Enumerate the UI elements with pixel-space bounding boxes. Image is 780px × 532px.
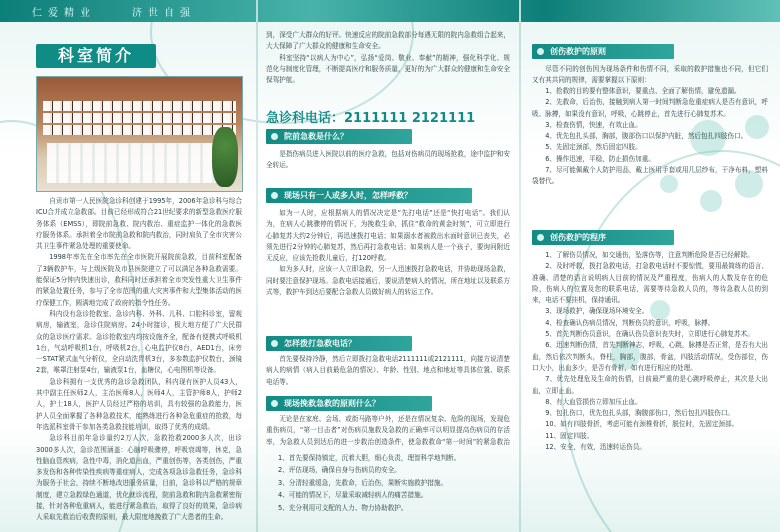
list-item: 5、充分利用可支配的人力、物力协助救护。: [278, 503, 408, 512]
page-title: 科室简介: [36, 44, 156, 68]
intro-text: [36, 196, 242, 530]
list-item: 7、优先处理危及生命的伤情，目前最严重的是心跳呼吸停止，其次是大出血，立即止血。: [532, 375, 768, 395]
section-header: 创伤救护的程序: [532, 230, 674, 245]
section-text: [266, 208, 510, 332]
text-paragraph: 是指伤病员进入医院以前的医疗急救，包括对伤病员的现场抢救，途中监护和安全转运。: [266, 150, 510, 170]
section-header: 现场只有一人或多人时，怎样呼救？: [266, 188, 472, 203]
list-item: 7、尽可能佩戴个人防护用品，戴上医用手套或用几层纱布，干净布料，塑料袋替代。: [532, 166, 768, 186]
list-item: 6、操作迅速，平稳，防止损伤加重。: [545, 154, 655, 163]
procedure-list: [532, 250, 768, 528]
fold-line: [256, 0, 258, 532]
intro-paragraph: 自贡市第一人民医院急诊科创建于1995年，2006年急诊科与综合ICU合并成立急救部。目前已经形成符合21世纪要求的新型急救医疗服务体系（EMSS），即院前急救、院内救治、重症监护一体化的急救医疗服务体系。承担着全市院前急救和院内救治，同时肩负了全市灾害公共卫生事件紧急处理的重要使命。: [36, 197, 242, 251]
text-paragraph: 如为多人时，应该一人立即急救，另一人迅速拨打急救电话，并协助现场急救，同时要注意保护现场。急救电话接通后，要说清楚病人的情况，所在地址以及联系方式等，救护车到达后要配合急救人员做好病人的转运工作。: [266, 265, 510, 297]
text-paragraph: 如为一人时，应根据病人的情况决定是“先打电话”还是“快打电话”。我们认为，在病人心跳骤停的情况下，为挽救生命，抓住“救命的黄金时刻”，可立即进行心肺复苏大约2分钟后，再迅速拨打电话；如果溺水者被救出水面时意识已丧失，必须先进行2分钟的心肺复苏，然后再打急救电话；如果病人是一个孩子，要询问附近无反应，应该先抢救儿童后，打120呼救。: [266, 209, 510, 263]
text-paragraph: 首先要保持冷静，然后立即拨打急救电话2111111或2121111，向接方说清楚病人的病情（病人目前最危急的情况）、年龄、性别、地点和地址等具体位置、联系电话等。: [266, 355, 510, 386]
intro-paragraph: 急诊科拥有一支优秀的急诊急救团队，科内现有医护人员43人，其中副主任医师2人，主治医师8人，医师4人，主管护师8人，护师2人，护士18人，医护人员经过严格的培训，具有较强的急救能力，医护人员全面掌握了各种急救技术，能熟练进行各种急危重症的抢救，每年选派科室骨干参加各类急救技能培训，取得了优秀的成绩。: [36, 377, 242, 431]
intro-continued: [266, 30, 510, 102]
fold-line: [519, 0, 521, 532]
list-item: 9、包扎伤口，优先包扎头部，胸腹部伤口，然后包扎四肢伤口。: [545, 409, 735, 418]
slogan-right: 济世自强: [132, 8, 196, 19]
list-item: 12、安全，有效，迅速转运伤员。: [545, 443, 646, 452]
section-header: 现场挽救急救的原则什么？: [266, 396, 432, 411]
list-item: 4、检查确认伤病员情况，判断伤员的意识，呼吸，脉搏。: [545, 318, 715, 327]
staff-group-photo: [36, 76, 243, 192]
list-item: 3、检查伤情，快速，有效止血。: [545, 120, 642, 129]
list-item: 2、及时呼救，拨打急救电话，打急救电话时不要惊慌，要用最简练的语言、准确、清楚的语言说明病人目前的情况及严重程度，伤病人的人数及存在的危险，伤病人的位置及您的联系电话，需要等待急救人员的，等待急救人员的到来，电话不要挂机，保持通讯。: [532, 262, 768, 305]
list-item: 1、首先要保持镇定，沉着大胆，细心负责，理智科学地判断。: [278, 454, 461, 462]
intro-paragraph: 1998年率先在全市率先在全市医院开展院前急救，目前科室配备了3辆救护车，与上级医院及市县医院建立了可以满足各种急救需要。能保证5分钟内快速出诊，救科同时还承担着全市突发性重大卫生事件的紧急处置任务，参与了全市范围的重大灾害事件和大型集体活动的医疗保健工作，圆满地完成了政府的指令性任务。: [36, 253, 242, 307]
section-text: [266, 414, 510, 448]
list-item: 10、如有四肢骨折，考虑可能有颈椎骨折，脱位时，先固定颈部。: [545, 420, 739, 429]
list-item: 4、优先包扎头部，胸部，腹部伤口以保护内脏，然后包扎四肢伤口。: [545, 132, 748, 141]
emergency-phone: 急诊科电话：2111111 2121111: [266, 111, 476, 126]
list-item: 1、抢救的目的要有整体意识，要重点、全面了解伤情，避免遗漏。: [545, 87, 741, 95]
text-paragraph: 到，深受广大群众的好评。快速反应的院前急救部分每遇无限的院内急救组合起来，大大保障了广大群众的健康和生命安全。: [266, 31, 510, 51]
list-item: 2、先救命，后治伤，接触到病人第一时间判断急危重症病人是否有意识，呼吸、脉搏，如果没有意识，呼吸，心跳停止，首先进行心肺复苏术。: [532, 98, 768, 118]
section-text: [266, 149, 510, 183]
slogan-left: 仁爱精业: [32, 8, 96, 19]
list-item: 4、可能的情况下，尽量采取减轻病人的痛苦措施。: [278, 491, 428, 500]
section-header: 创伤救护的原则: [532, 44, 674, 59]
list-item: 3、分清轻重缓急，先救命，后治伤，果断实施救护措施。: [278, 478, 448, 487]
principle-list: [532, 86, 768, 226]
section-header: 怎样拨打急救电话？: [266, 336, 412, 351]
principle-list: [278, 452, 512, 514]
list-item: 3、现场救护，确保现场环境安全。: [545, 307, 649, 316]
text-paragraph: 无论是在家庭、会场、或街马路等户外，还是在情况复杂、危险的现场，发现危重伤病员，“第一目击者”对伤病员施救及急救的正确率可以明显提高伤病员的存活率，为急救人员到达后的进一步救治创造条件，使急救救命“第一时间”的紧急救治: [266, 415, 510, 446]
list-item: 6、迅速判断伤情，首先判断神志，呼吸，心跳，脉搏是否正常，是否有大出血，然后依次判断头，脊柱，胸部，腹部，骨盆，四肢活动情况，受伤部位，伤口大小，出血多少，是否有骨折，如有进行相应的处理。: [532, 341, 768, 372]
list-item: 11、固定四肢。: [545, 431, 594, 440]
intro-paragraph: 科内设有急诊抢救室、急诊内科、外科、儿科、口腔科诊室，留观病房，输液室，急诊住院病房。24小时接诊，极大地方便了广大民群众的急诊医疗需求。急诊抢救室内均按设施齐全，配备有便携式呼吸机1台，气动呼吸机1台，呼吸机2台，心电监护仪8台，AED1台，床旁一STAT紧式血气分析仪，全自动洗胃机3台，多参数监护仪数台，颈镜2套，喉罩注射泵4台，输液泵1台，血糖仪，心电图机等设备。: [36, 309, 242, 375]
section-text: [532, 64, 768, 86]
list-item: 8、有大血管损伤立即加压止血。: [545, 397, 642, 406]
list-item: 5、首先判断伤员意识，在确认伤员意识丧失时，立即进行心肺复苏术。: [545, 330, 754, 339]
text-paragraph: 科室坚持“以病人为中心”，弘扬“爱岗、敬业、奉献”的精神，强化科学化、规范化与制度化管理，不断提高医疗和服务质量，更好的为广大群众的健康和生命安全保驾护航。: [266, 53, 510, 85]
section-text: [266, 354, 510, 388]
list-item: 2、评估现场，确保自身与伤病员的安全。: [278, 466, 401, 475]
list-item: 1、了解伤员情况，如交通伤，坠落伤等，注意判断危险是否已经解除。: [545, 251, 754, 259]
text-paragraph: 尽管不同的创伤因为现场条件和伤情不同，采取的救护措施也不同，但它们又有其共同的规律，需要掌握以下原则：: [532, 65, 768, 85]
intro-paragraph: 急诊科目前年急诊量约2万人次，急救抢救2000多人次，出诊3000多人次，急诊范围涵盖：心脑呼吸骤停，呼吸衰竭等，休克，急性脑血管疾病，急性中毒，消化道出血，严重创伤等，各类创伤，严重多发伤和各种传染性疾病等重症病人，完成各项急诊急救任务，急诊科为服务于社会，持续不断地改进服务质量，目前，急诊科以严格的规章制度，建立急救绿色通道，优化就诊流程，院前急救和院内急救紧密衔接，针对各种危重病人，能进行紧急救治，取得了良好的效果，急诊病人采取先救治后收费的原则，最大限度地挽救了广大患者的生命。: [36, 434, 242, 522]
list-item: 5、先固定颈部，然后固定四肢。: [545, 143, 642, 152]
section-header: 院前急救是什么？: [266, 129, 412, 144]
